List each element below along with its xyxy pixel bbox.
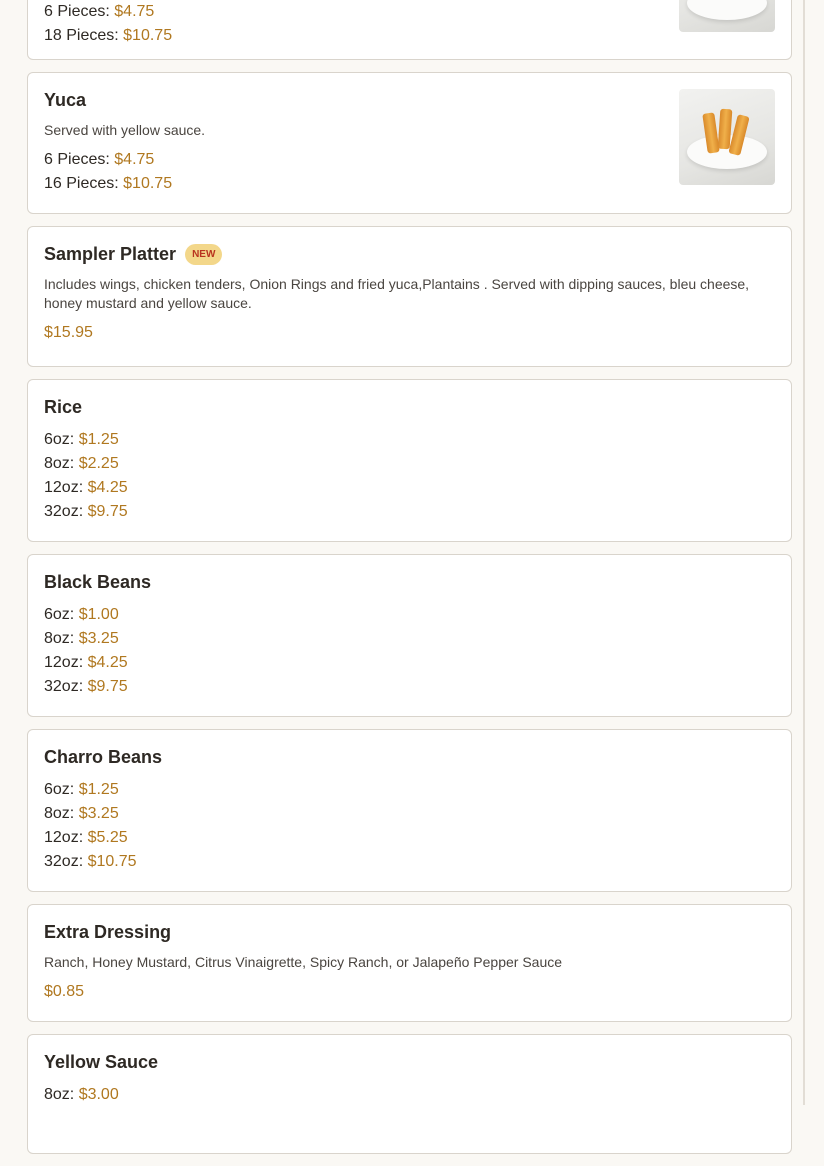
new-badge: NEW: [185, 244, 222, 265]
item-description: Includes wings, chicken tenders, Onion Rings and fried yuca,Plantains . Served with dipping sauces, bleu cheese, honey mustard and yellow sauce.: [44, 276, 750, 311]
price-list: [44, 603, 775, 699]
item-name: Yuca: [44, 90, 87, 110]
menu-item-card[interactable]: [27, 0, 792, 60]
item-name: Extra Dressing: [44, 922, 172, 942]
menu-item-card[interactable]: [27, 729, 792, 892]
price-row: 8oz: $3.25: [44, 805, 119, 822]
scroll-rail: [803, 0, 805, 1105]
price-row: 8oz: $3.25: [44, 630, 119, 647]
price-list: [44, 778, 775, 874]
item-name: Sampler Platter NEW: [44, 243, 775, 265]
price-row: 8oz: $3.00: [44, 1086, 119, 1103]
price-row: 6 Pieces: $4.75: [44, 151, 155, 168]
item-price: $0.85: [44, 983, 85, 1000]
price-row: 32oz: $9.75: [44, 503, 128, 520]
price-list: [44, 0, 172, 48]
price-row: 16 Pieces: $10.75: [44, 175, 173, 192]
menu-list: [27, 0, 792, 1166]
item-name: Rice: [44, 397, 83, 417]
item-price: $15.95: [44, 324, 93, 341]
menu-item-card[interactable]: [27, 226, 792, 367]
price-row: 6 Pieces: $4.75: [44, 3, 155, 20]
price-row: 12oz: $4.25: [44, 654, 128, 671]
plated-food-photo-icon: [679, 0, 775, 32]
price-row: 12oz: $5.25: [44, 829, 128, 846]
price-row: 12oz: $4.25: [44, 479, 128, 496]
item-name: Black Beans: [44, 572, 152, 592]
item-name: Yellow Sauce: [44, 1052, 159, 1072]
price-row: 18 Pieces: $10.75: [44, 27, 173, 44]
menu-item-card[interactable]: [27, 379, 792, 542]
fried-yuca-photo-icon: [679, 89, 775, 185]
menu-item-card[interactable]: [27, 554, 792, 717]
price-list: [44, 428, 775, 524]
item-name: Charro Beans: [44, 747, 163, 767]
price-list: [44, 148, 775, 196]
menu-item-card[interactable]: [27, 1034, 792, 1154]
item-description: Served with yellow sauce.: [44, 122, 206, 138]
price-list: [44, 1083, 775, 1107]
price-row: 32oz: $10.75: [44, 853, 137, 870]
price-row: 8oz: $2.25: [44, 455, 119, 472]
menu-item-card[interactable]: [27, 904, 792, 1022]
price-row: 6oz: $1.00: [44, 606, 119, 623]
item-description: Ranch, Honey Mustard, Citrus Vinaigrette, Spicy Ranch, or Jalapeño Pepper Sauce: [44, 954, 563, 970]
menu-item-card[interactable]: [27, 72, 792, 214]
price-row: 6oz: $1.25: [44, 781, 119, 798]
price-row: 6oz: $1.25: [44, 431, 119, 448]
price-row: 32oz: $9.75: [44, 678, 128, 695]
